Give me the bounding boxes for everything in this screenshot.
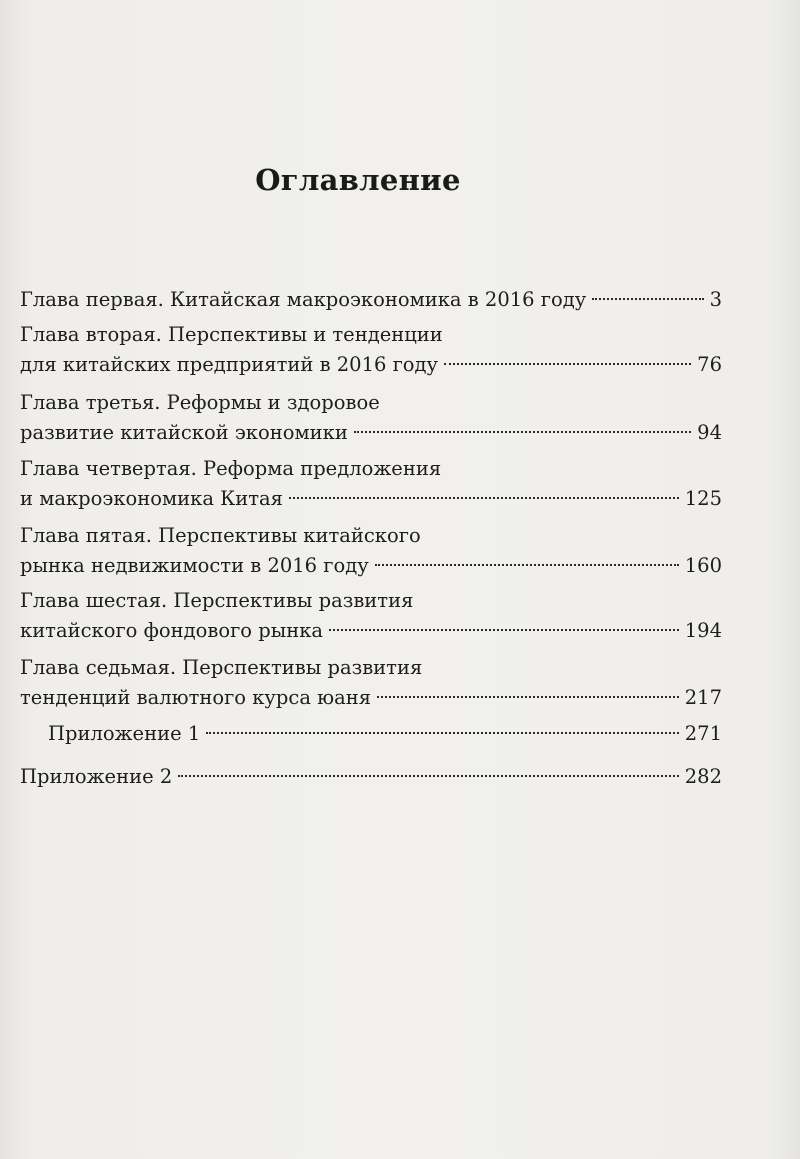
toc-entry-chapter-7 <box>20 653 722 712</box>
toc-entry-text: рынка недвижимости в 2016 году <box>20 553 369 577</box>
dot-leader <box>377 676 679 698</box>
toc-entry-chapter-5 <box>20 521 722 580</box>
toc-entry-chapter-4 <box>20 454 722 513</box>
toc-entry-text: и макроэкономика Китая <box>20 486 283 510</box>
toc-entry-chapter-3 <box>20 388 722 447</box>
toc-page-number: 94 <box>697 420 722 444</box>
toc-page-number: 194 <box>684 618 722 642</box>
toc-entry-text: Приложение 2 <box>20 764 173 788</box>
toc-entry-text: Глава пятая. Перспективы китайского <box>20 524 421 547</box>
toc-entry-appendix-1 <box>48 718 722 748</box>
toc-entry-chapter-1 <box>20 284 722 314</box>
toc-entry-text: Глава первая. Китайская макроэкономика в 2016 году <box>20 287 587 311</box>
toc-page-number: 282 <box>684 764 722 788</box>
toc-entry-text: Приложение 1 <box>48 721 201 745</box>
dot-leader <box>289 477 679 499</box>
toc-entry-text: тенденций валютного курса юаня <box>20 685 372 709</box>
toc-entry-text: для китайских предприятий в 2016 году <box>20 352 439 376</box>
dot-leader <box>178 755 679 777</box>
toc-page-number: 3 <box>709 287 722 311</box>
toc-entry-text: Глава четвертая. Реформа предложения <box>20 457 442 480</box>
toc-title: Оглавление <box>255 163 461 197</box>
dot-leader <box>375 544 679 566</box>
dot-leader <box>206 712 679 734</box>
toc-entry-appendix-2 <box>20 761 722 791</box>
toc-page-number: 160 <box>684 553 722 577</box>
dot-leader <box>592 278 703 300</box>
toc-entry-text: Глава седьмая. Перспективы развития <box>20 656 423 679</box>
dot-leader <box>444 343 691 365</box>
toc-entry-chapter-6 <box>20 586 722 645</box>
toc-entry-chapter-2 <box>20 320 722 379</box>
dot-leader <box>354 411 691 433</box>
toc-entry-text: Глава вторая. Перспективы и тенденции <box>20 323 443 346</box>
toc-page-number: 271 <box>684 721 722 745</box>
dot-leader <box>329 609 679 631</box>
toc-entry-text: Глава шестая. Перспективы развития <box>20 589 414 612</box>
toc-entry-text: развитие китайской экономики <box>20 420 348 444</box>
toc-page-number: 125 <box>684 486 722 510</box>
toc-page-number: 76 <box>697 352 722 376</box>
toc-page-number: 217 <box>684 685 722 709</box>
toc-entry-text: китайского фондового рынка <box>20 618 324 642</box>
toc-entry-text: Глава третья. Реформы и здоровое <box>20 391 380 414</box>
